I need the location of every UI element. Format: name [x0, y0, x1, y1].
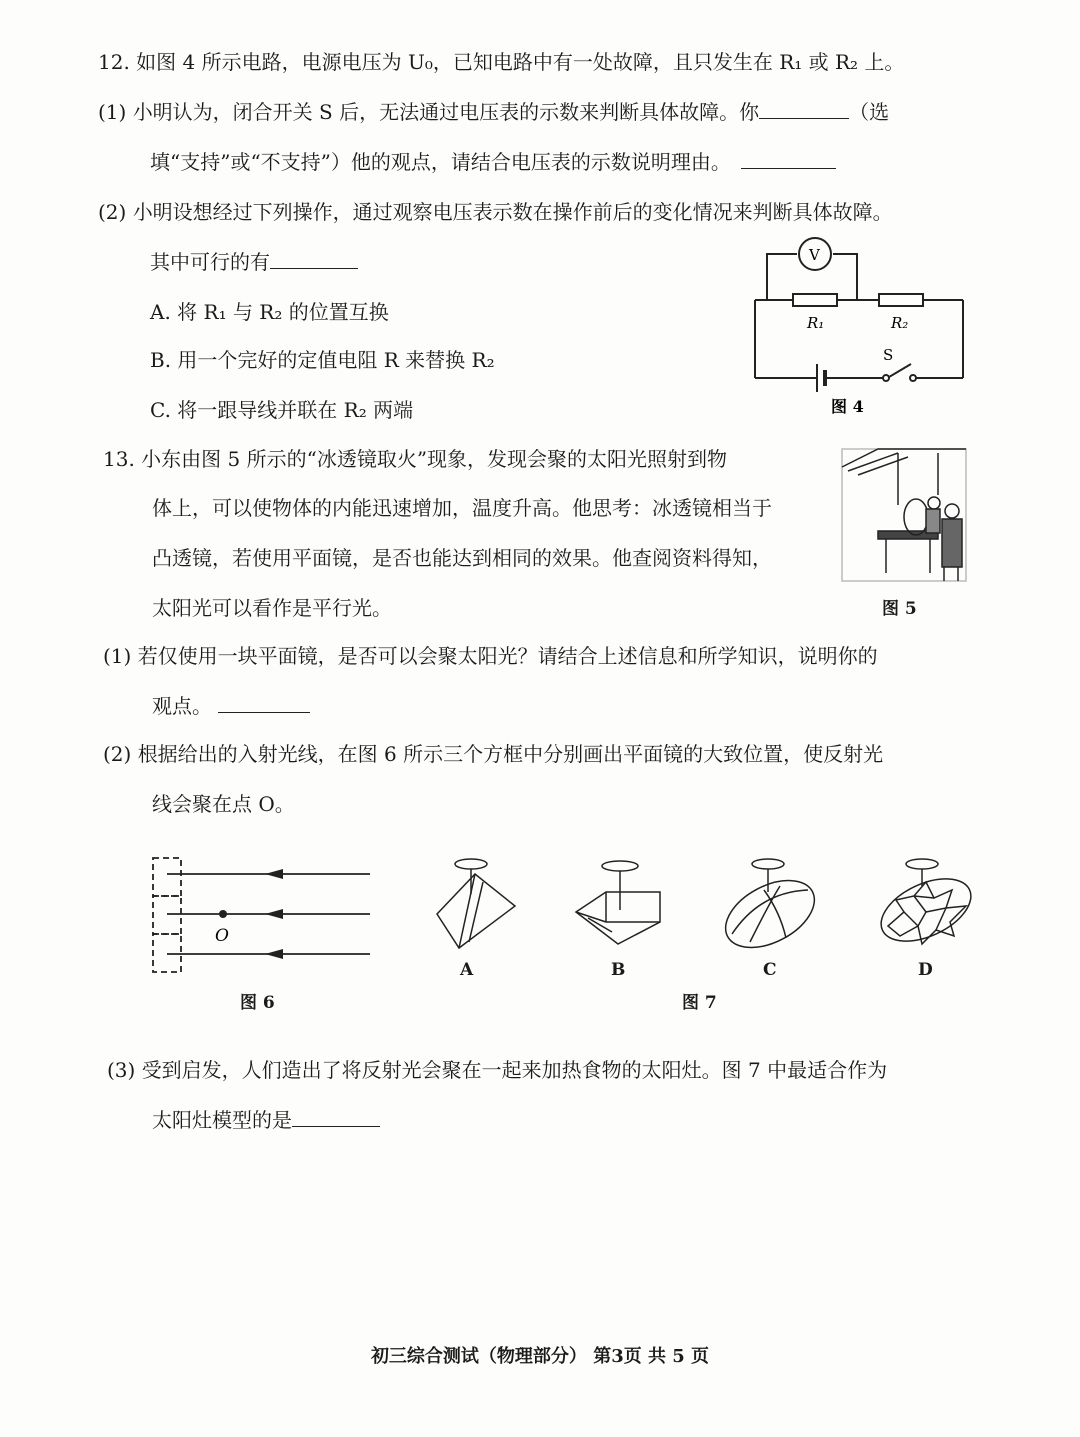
q13-stem-2: 体上，可以使物体的内能迅速增加，温度升高。他思考：冰透镜相当于 [152, 496, 772, 520]
q12-option-c: C. 将一跟导线并联在 R₂ 两端 [150, 398, 414, 422]
figure-7-option-a [425, 852, 520, 957]
q13-part1-prompt: 观点。 [152, 694, 212, 718]
q12-part1-select: （选 [849, 100, 890, 124]
q13-part2-line2: 线会聚在点 O。 [152, 792, 295, 816]
r2-label: R₂ [891, 314, 909, 332]
q12-part1-blank[interactable] [759, 100, 849, 119]
q12-stem: 12. 如图 4 所示电路，电源电压为 U₀，已知电路中有一处故障，且只发生在 R₁ 或 R₂ 上。 [98, 50, 905, 74]
q13-part2-text: (2) 根据给出的入射光线，在图 6 所示三个方框中分别画出平面镜的大致位置，使反射光 [103, 742, 884, 766]
voltmeter-label: V [809, 246, 820, 264]
q13-part3-text: (3) 受到启发，人们造出了将反射光会聚在一起来加热食物的太阳灶。图 7 中最适合作为 [107, 1058, 888, 1082]
resistor-r2-icon [879, 294, 923, 306]
figure-6-diagram [145, 852, 385, 982]
figure-4-circuit [745, 232, 975, 422]
figure-5-illustration [838, 445, 970, 587]
figure-7-label-c: C [763, 960, 777, 980]
q13-part3-prompt: 太阳灶模型的是 [152, 1108, 292, 1132]
figure-7-caption: 图 7 [682, 993, 717, 1013]
figure-7-option-b [568, 852, 668, 957]
q12-part1-text: (1) 小明认为，闭合开关 S 后，无法通过电压表的示数来判断具体故障。你 [98, 100, 760, 124]
q13-part3-line2 [152, 1106, 380, 1134]
r1-label: R₁ [807, 314, 825, 332]
q12-part2-prompt: 其中可行的有 [150, 250, 270, 274]
q13-part1-line2 [152, 692, 310, 720]
figure-7-label-b: B [611, 960, 626, 980]
page-footer: 初三综合测试（物理部分） 第3页 共 5 页 [370, 1346, 710, 1367]
q12-part1-hint: 填“支持”或“不支持”）他的观点，请结合电压表的示数说明理由。 [150, 150, 731, 174]
point-o [219, 910, 227, 918]
q12-part1-line1 [98, 98, 889, 126]
figure-7-option-d [874, 852, 979, 957]
q13-part1-blank[interactable] [218, 694, 310, 713]
q12-part2-blank[interactable] [270, 250, 358, 269]
q12-option-b: B. 用一个完好的定值电阻 R 来替换 R₂ [150, 348, 495, 372]
mirror-box-2[interactable] [153, 896, 181, 934]
q13-part3-blank[interactable] [292, 1108, 380, 1127]
resistor-r1-icon [793, 294, 837, 306]
q12-option-a: A. 将 R₁ 与 R₂ 的位置互换 [150, 300, 389, 324]
q13-stem-3: 凸透镜，若使用平面镜，是否也能达到相同的效果。他查阅资料得知， [152, 546, 772, 570]
mirror-box-3[interactable] [153, 934, 181, 972]
ice-lens-icon [904, 499, 928, 535]
switch-icon [889, 364, 911, 377]
q13-stem-4: 太阳光可以看作是平行光。 [152, 596, 392, 620]
q12-part2-text: (2) 小明设想经过下列操作，通过观察电压表示数在操作前后的变化情况来判断具体故障。 [98, 200, 893, 224]
q13-part1-text: (1) 若仅使用一块平面镜，是否可以会聚太阳光？请结合上述信息和所学知识，说明你的 [103, 644, 878, 668]
q12-part2-line2 [150, 248, 358, 276]
switch-label: S [883, 346, 894, 364]
figure-5-caption: 图 5 [882, 599, 917, 619]
q12-part1-line2 [150, 148, 836, 176]
point-o-label: O [215, 926, 229, 946]
mirror-box-1[interactable] [153, 858, 181, 896]
figure-4-caption: 图 4 [831, 397, 864, 416]
figure-7-option-c [720, 852, 825, 957]
q12-reason-blank[interactable] [741, 150, 836, 169]
figure-6-caption: 图 6 [240, 993, 275, 1013]
figure-7-label-a: A [460, 960, 474, 980]
q13-stem-1: 13. 小东由图 5 所示的“冰透镜取火”现象，发现会聚的太阳光照射到物 [103, 447, 728, 471]
figure-7-label-d: D [918, 960, 933, 980]
